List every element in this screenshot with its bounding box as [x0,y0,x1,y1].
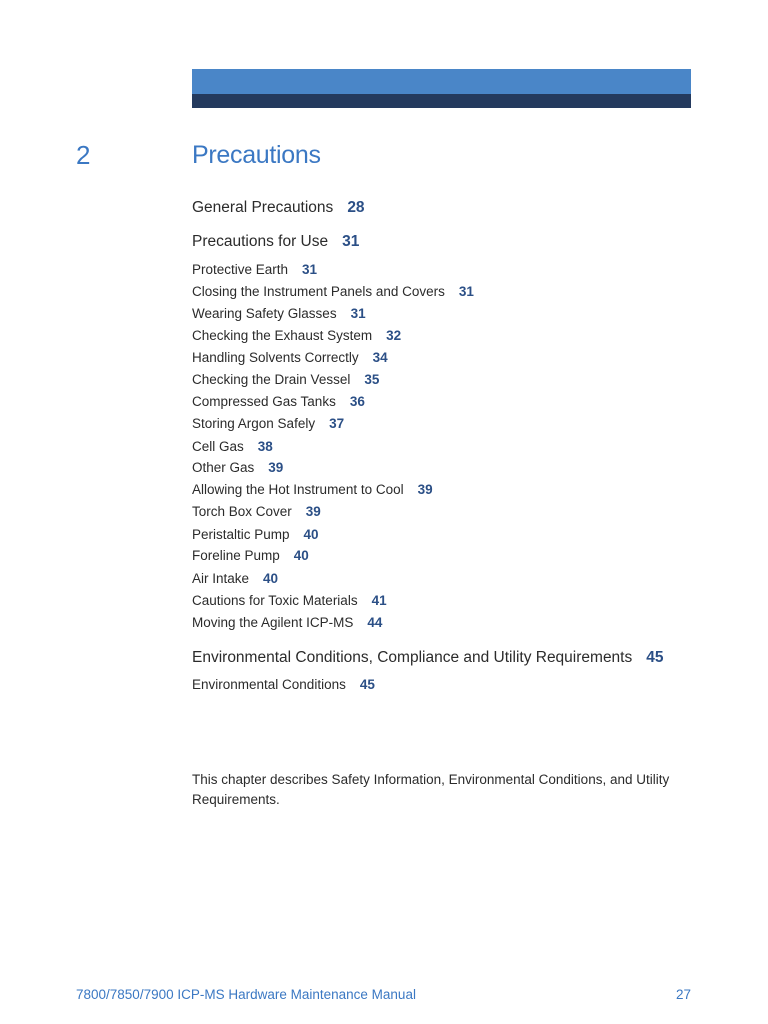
toc-subsection-entry[interactable] [192,283,474,301]
toc-entry-label: Wearing Safety Glasses [192,306,337,321]
toc-subsection-entry[interactable] [192,503,321,521]
toc-entry-label: Cautions for Toxic Materials [192,593,358,608]
toc-entry-label: Torch Box Cover [192,504,292,519]
toc-entry-label: Protective Earth [192,262,289,277]
toc-subsection-entry[interactable] [192,438,273,456]
toc-entry-label: Allowing the Hot Instrument to Cool [192,482,404,497]
toc-entry-page: 39 [305,504,321,519]
toc-section-entry[interactable] [192,648,664,668]
toc-subsection-entry[interactable] [192,481,433,499]
toc-entry-page: 34 [372,350,388,365]
toc-entry-label: Closing the Instrument Panels and Covers [192,284,445,299]
toc-subsection-entry[interactable] [192,614,382,632]
toc-entry-label: Precautions for Use [192,233,329,250]
toc-subsection-entry[interactable] [192,349,388,367]
toc-entry-label: Peristaltic Pump [192,527,290,542]
chapter-title: Precautions [192,141,321,169]
toc-entry-label: Environmental Conditions [192,677,346,692]
toc-entry-page: 40 [263,571,279,586]
chapter-banner-light [192,69,691,94]
toc-entry-label: Compressed Gas Tanks [192,394,336,409]
toc-entry-page: 41 [371,593,387,608]
toc-entry-page: 32 [386,328,402,343]
toc-entry-page: 45 [646,649,664,666]
toc-entry-label: Air Intake [192,571,250,586]
toc-subsection-entry[interactable] [192,305,366,323]
toc-entry-label: Storing Argon Safely [192,416,316,431]
toc-subsection-entry[interactable] [192,415,344,433]
toc-entry-page: 31 [342,233,360,250]
toc-entry-page: 37 [329,416,345,431]
toc-entry-page: 31 [302,262,318,277]
toc-subsection-entry[interactable] [192,371,379,389]
toc-subsection-entry[interactable] [192,526,319,544]
toc-entry-label: Cell Gas [192,439,244,454]
toc-entry-page: 38 [257,439,273,454]
toc-entry-page: 28 [347,199,365,216]
toc-entry-page: 31 [350,306,366,321]
toc-entry-label: Other Gas [192,460,255,475]
toc-entry-page: 39 [417,482,433,497]
toc-entry-page: 45 [359,677,375,692]
toc-entry-label: Foreline Pump [192,548,280,563]
toc-entry-page: 44 [367,615,383,630]
toc-entry-label: General Precautions [192,199,334,216]
toc-subsection-entry[interactable] [192,592,387,610]
toc-entry-page: 35 [364,372,380,387]
toc-section-entry[interactable] [192,198,365,218]
toc-subsection-entry[interactable] [192,547,309,565]
toc-entry-label: Handling Solvents Correctly [192,350,359,365]
chapter-number: 2 [76,140,91,170]
toc-subsection-entry[interactable] [192,261,317,279]
toc-subsection-entry[interactable] [192,570,278,588]
toc-section-entry[interactable] [192,232,359,252]
toc-entry-page: 36 [349,394,365,409]
toc-entry-label: Environmental Conditions, Compliance and Utility Requirements [192,649,633,666]
footer-page-number: 27 [675,987,691,1002]
toc-entry-label: Checking the Exhaust System [192,328,373,343]
toc-entry-label: Moving the Agilent ICP-MS [192,615,354,630]
chapter-banner-dark [192,94,691,108]
toc-entry-page: 40 [303,527,319,542]
toc-subsection-entry[interactable] [192,676,375,694]
toc-subsection-entry[interactable] [192,459,283,477]
toc-subsection-entry[interactable] [192,327,401,345]
toc-subsection-entry[interactable] [192,393,365,411]
toc-entry-label: Checking the Drain Vessel [192,372,351,387]
chapter-intro: This chapter describes Safety Information, Environmental Conditions, and Utility Requirements. [192,772,670,807]
toc-entry-page: 39 [268,460,284,475]
toc-entry-page: 31 [458,284,474,299]
toc-entry-page: 40 [293,548,309,563]
footer-manual-title: 7800/7850/7900 ICP-MS Hardware Maintenance Manual [76,987,416,1002]
